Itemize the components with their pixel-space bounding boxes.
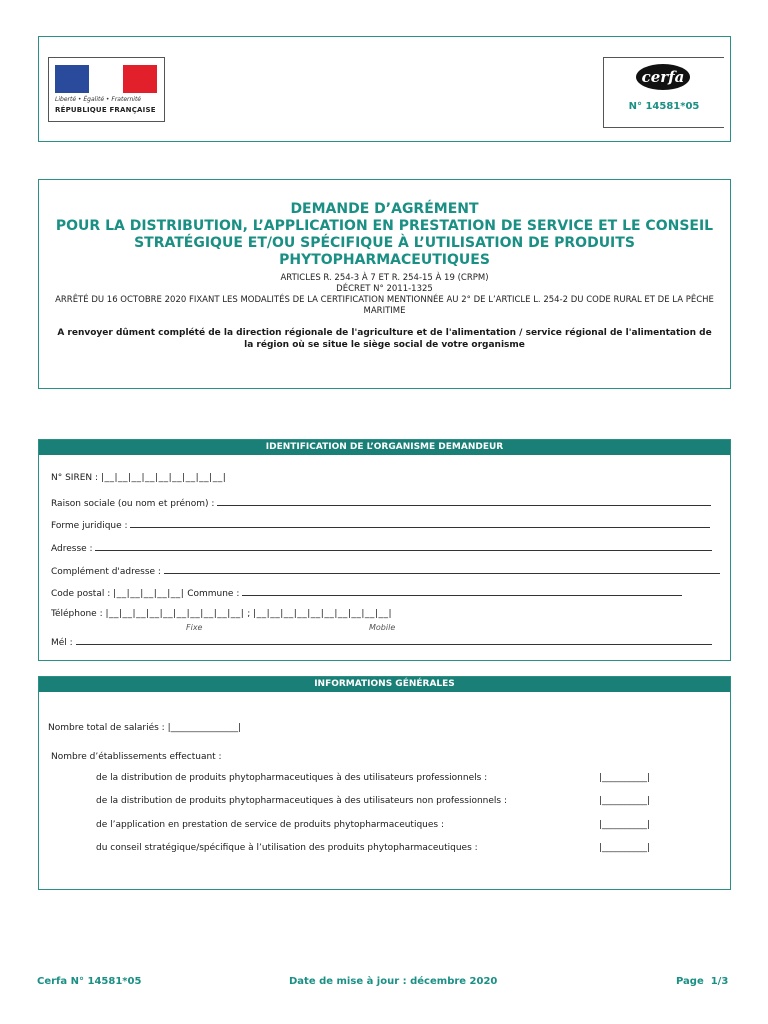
- title-line-2: POUR LA DISTRIBUTION, L’APPLICATION EN PRESTATION DE SERVICE ET LE CONSEIL STRATÉGIQUE ET/OU SPÉCIFIQUE À L’UTILISATION DE PRODUITS PHYTOPHARMACEUTIQUES: [55, 218, 714, 268]
- forme-input[interactable]: [130, 518, 710, 528]
- identification-heading: IDENTIFICATION DE L’ORGANISME DEMANDEUR: [39, 440, 730, 455]
- raison-label: Raison sociale (ou nom et prénom) :: [51, 499, 215, 509]
- mel-label: Mél :: [51, 638, 73, 648]
- footer-page: Page 1/3: [676, 976, 729, 987]
- decret-ref: DÉCRET N° 2011-1325: [336, 284, 433, 294]
- articles-ref: ARTICLES R. 254-3 À 7 ET R. 254-15 À 19 (CRPM): [280, 273, 489, 283]
- siren-row: [51, 473, 226, 483]
- footer-cerfa: Cerfa N° 14581*05: [37, 976, 142, 987]
- forme-row: [51, 518, 710, 531]
- cerfa-number: N° 14581*05: [628, 101, 700, 112]
- complement-row: [51, 564, 720, 577]
- tel-fixe-input[interactable]: |__|__|__|__|__|__|__|__|__|__|: [105, 609, 245, 619]
- instruction-text: A renvoyer dûment complété de la direction régionale de l'agriculture et de l'alimentation / service régional de l'alimentation de la région où se situe le siège social de votre organisme: [57, 328, 712, 350]
- tel-mobile-input[interactable]: |__|__|__|__|__|__|__|__|__|__|: [253, 609, 392, 619]
- forme-label: Forme juridique :: [51, 521, 128, 531]
- salaries-input[interactable]: |_______________|: [167, 723, 242, 733]
- general-section: [38, 676, 731, 890]
- mel-input[interactable]: [76, 635, 712, 645]
- salaries-row: [48, 723, 241, 733]
- marianne-flag-icon: [55, 65, 157, 93]
- general-heading: INFORMATIONS GÉNÉRALES: [39, 677, 730, 692]
- item-label: du conseil stratégique/spécifique à l’utilisation des produits phytopharmaceutiques :: [96, 843, 478, 853]
- salaries-label: Nombre total de salariés :: [48, 723, 165, 733]
- complement-input[interactable]: [164, 564, 720, 574]
- republique-francaise-logo: [48, 57, 165, 122]
- item-label: de l’application en prestation de service de produits phytopharmaceutiques :: [96, 820, 444, 830]
- cp-input[interactable]: |__|__|__|__|__|: [113, 589, 185, 599]
- adresse-input[interactable]: [95, 541, 712, 551]
- cerfa-logo: cerfa: [636, 64, 690, 90]
- republic-name: RÉPUBLIQUE FRANÇAISE: [55, 106, 156, 114]
- mobile-caption: Mobile: [369, 623, 396, 632]
- motto: Liberté • Égalité • Fraternité: [55, 96, 142, 103]
- identification-section: [38, 439, 731, 661]
- commune-label: Commune :: [187, 589, 240, 599]
- commune-input[interactable]: [242, 586, 682, 596]
- item-input[interactable]: |__________|: [599, 843, 651, 853]
- adresse-row: [51, 541, 712, 554]
- tel-row: [51, 609, 392, 619]
- adresse-label: Adresse :: [51, 544, 93, 554]
- cp-row: [51, 586, 682, 599]
- cp-label: Code postal :: [51, 589, 111, 599]
- tel-label: Téléphone :: [51, 609, 103, 619]
- raison-row: [51, 496, 711, 509]
- etablissements-label: Nombre d’établissements effectuant :: [51, 752, 222, 762]
- title-line-1: DEMANDE D’AGRÉMENT: [290, 201, 479, 217]
- mel-row: [51, 635, 712, 648]
- item-input[interactable]: |__________|: [599, 796, 651, 806]
- raison-input[interactable]: [217, 496, 711, 506]
- siren-label: N° SIREN :: [51, 473, 99, 483]
- tel-separator: ;: [247, 609, 251, 619]
- siren-input[interactable]: |__|__|__|__|__|__|__|__|__|: [100, 473, 227, 483]
- arrete-ref: ARRÊTÉ DU 16 OCTOBRE 2020 FIXANT LES MODALITÉS DE LA CERTIFICATION MENTIONNÉE AU 2° DE L’ARTICLE L. 254-2 DU CODE RURAL ET DE LA PÊCHE MARITIME: [55, 295, 714, 316]
- cerfa-frame: [603, 57, 724, 128]
- footer-date: Date de mise à jour : décembre 2020: [289, 976, 498, 987]
- complement-label: Complément d'adresse :: [51, 567, 161, 577]
- header-box: [38, 36, 731, 142]
- item-input[interactable]: |__________|: [599, 820, 651, 830]
- title-box: [38, 179, 731, 389]
- fixe-caption: Fixe: [186, 623, 203, 632]
- item-label: de la distribution de produits phytopharmaceutiques à des utilisateurs non professionnels :: [96, 796, 507, 806]
- item-input[interactable]: |__________|: [599, 773, 651, 783]
- item-label: de la distribution de produits phytopharmaceutiques à des utilisateurs professionnels :: [96, 773, 488, 783]
